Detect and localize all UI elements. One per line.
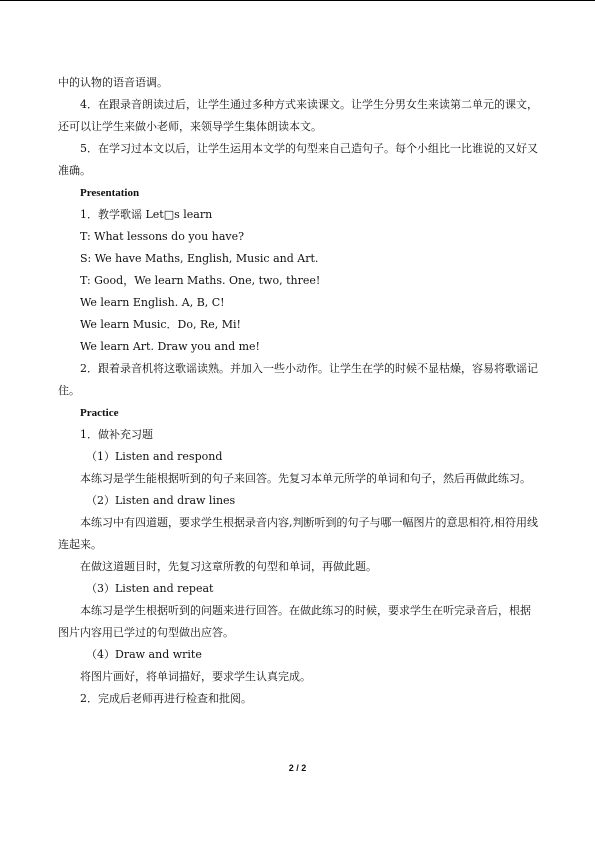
section-heading-presentation: Presentation [80, 187, 140, 199]
section-heading-practice: Practice [80, 407, 119, 419]
exercise-text: 将图片画好，将单词描好，要求学生认真完成。 [80, 670, 311, 683]
document-body [58, 72, 540, 710]
dialogue-line: T: Good，We learn Maths. One, two, three! [80, 274, 321, 287]
paragraph-step-5: 5．在学习过本文以后，让学生运用本文学的句型来自己造句子。每个小组比一比谁说的又好又准确。 [58, 142, 538, 177]
paragraph-step-4: 4．在跟录音朗读过后，让学生通过多种方式来读课文。让学生分男女生来读第二单元的课文，还可以让学生来做小老师，来领导学生集体朗读本文。 [58, 98, 538, 133]
exercise-text: 本练习是学生能根据听到的句子来回答。先复习本单元所学的单词和句子，然后再做此练习。 [80, 472, 531, 485]
presentation-item-1: 1．教学歌谣 Let□s learn [80, 208, 213, 221]
paragraph-continuation: 中的认物的语音语调。 [58, 76, 168, 89]
exercise-title: （4）Draw and write [86, 648, 202, 661]
practice-item-1: 1．做补充习题 [80, 428, 153, 441]
dialogue-line: S: We have Maths, English, Music and Art. [80, 252, 319, 265]
exercise-text: 本练习中有四道题，要求学生根据录音内容,判断听到的句子与哪一幅图片的意思相符,相符用线连起来。 [58, 516, 538, 551]
exercise-title: （1）Listen and respond [86, 450, 223, 463]
dialogue-line: We learn Art. Draw you and me! [80, 340, 260, 353]
exercise-title: （2）Listen and draw lines [86, 494, 236, 507]
page-number: 2 / 2 [288, 763, 307, 773]
dialogue-line: We learn Music．Do, Re, Mi! [80, 318, 241, 331]
practice-item-2: 2．完成后老师再进行检查和批阅。 [80, 692, 252, 705]
dialogue-line: We learn English. A, B, C! [80, 296, 225, 309]
exercise-title: （3）Listen and repeat [86, 582, 214, 595]
presentation-item-2: 2．跟着录音机将这歌谣读熟。并加入一些小动作。让学生在学的时候不显枯燥，容易将歌谣记住。 [58, 362, 538, 397]
dialogue-line: T: What lessons do you have? [80, 230, 245, 243]
exercise-text: 在做这道题目时，先复习这章所教的句型和单词，再做此题。 [80, 560, 377, 573]
exercise-text: 本练习是学生根据听到的问题来进行回答。在做此练习的时候，要求学生在听完录音后，根据图片内容用已学过的句型做出应答。 [58, 604, 531, 639]
top-rule [0, 0, 595, 1]
